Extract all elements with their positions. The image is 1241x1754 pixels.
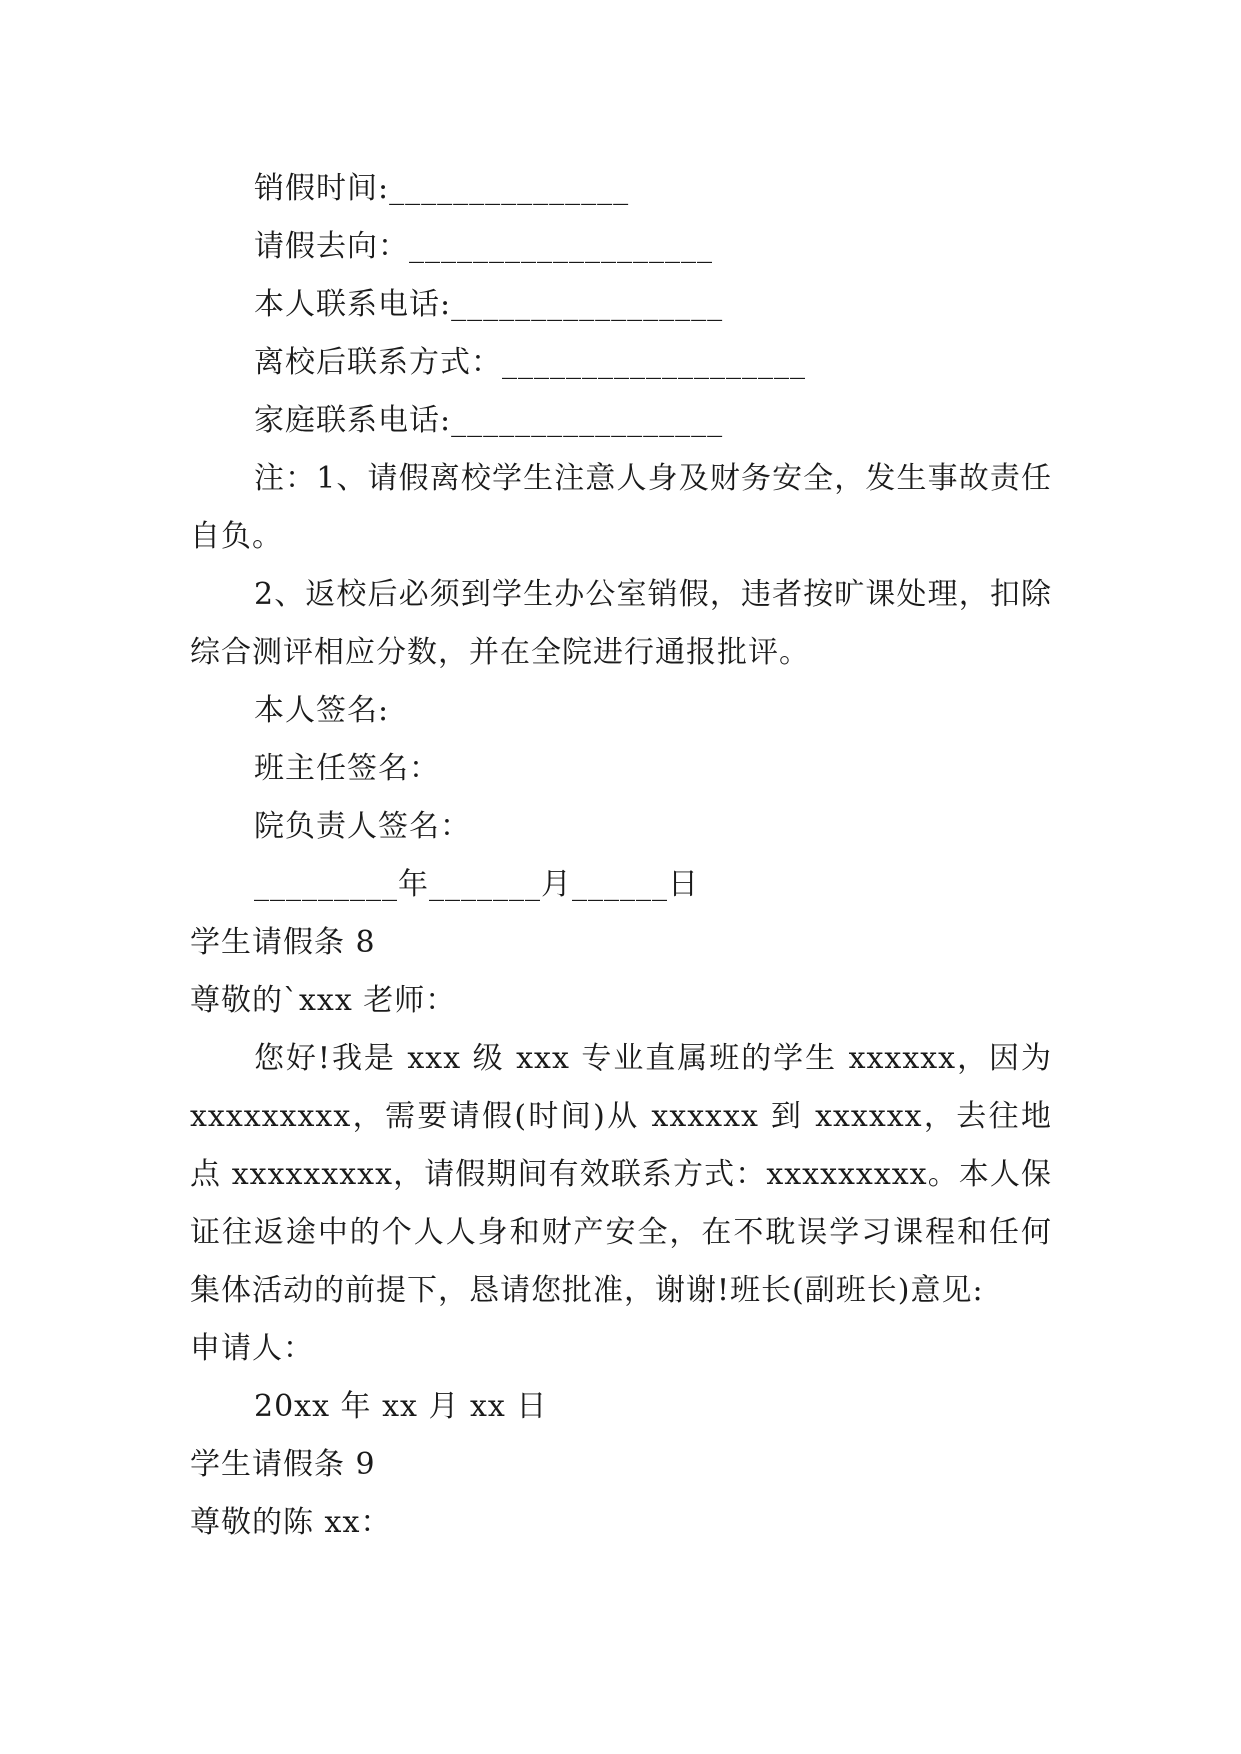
form-line-leave-end-time: 销假时间:_______________ — [254, 171, 630, 206]
section-8-body: 您好!我是 xxx 级 xxx 专业直属班的学生 xxxxxx，因为 xxxxxxxxx，需要请假(时间)从 xxxxxx 到 xxxxxx，去往地点 xxxxxxxxx，请假期间有效联系方式：xxxxxxxxx。本人保证往返途中的个人人身和财产安全，在不耽误学习课程和任何集体活动的前提下，恳请您批准，谢谢!班长(副班长)意见: — [190, 1041, 1052, 1308]
section-9-salutation: 尊敬的陈 xx： — [190, 1505, 392, 1540]
form-line-contact-after-leaving: 离校后联系方式：___________________ — [254, 345, 806, 380]
signature-self: 本人签名: — [254, 693, 390, 728]
signature-head-teacher: 班主任签名： — [254, 751, 440, 786]
section-9-title: 学生请假条 9 — [190, 1447, 376, 1482]
section-8-title: 学生请假条 8 — [190, 925, 376, 960]
date-line: _________年_______月______日 — [254, 867, 699, 902]
form-line-own-phone: 本人联系电话:_________________ — [254, 287, 724, 322]
signature-college-head: 院负责人签名： — [254, 809, 471, 844]
form-line-destination: 请假去向：___________________ — [254, 229, 713, 264]
section-8-salutation: 尊敬的`xxx 老师： — [190, 983, 457, 1018]
document-content — [190, 160, 1052, 1552]
section-8-applicant: 申请人： — [190, 1331, 314, 1366]
note-paragraph-2: 2、返校后必须到学生办公室销假，违者按旷课处理，扣除综合测评相应分数，并在全院进行通报批评。 — [190, 577, 1052, 670]
form-line-family-phone: 家庭联系电话:_________________ — [254, 403, 724, 438]
section-8-date: 20xx 年 xx 月 xx 日 — [254, 1389, 548, 1424]
note-paragraph-1: 注：1、请假离校学生注意人身及财务安全，发生事故责任自负。 — [190, 461, 1052, 554]
